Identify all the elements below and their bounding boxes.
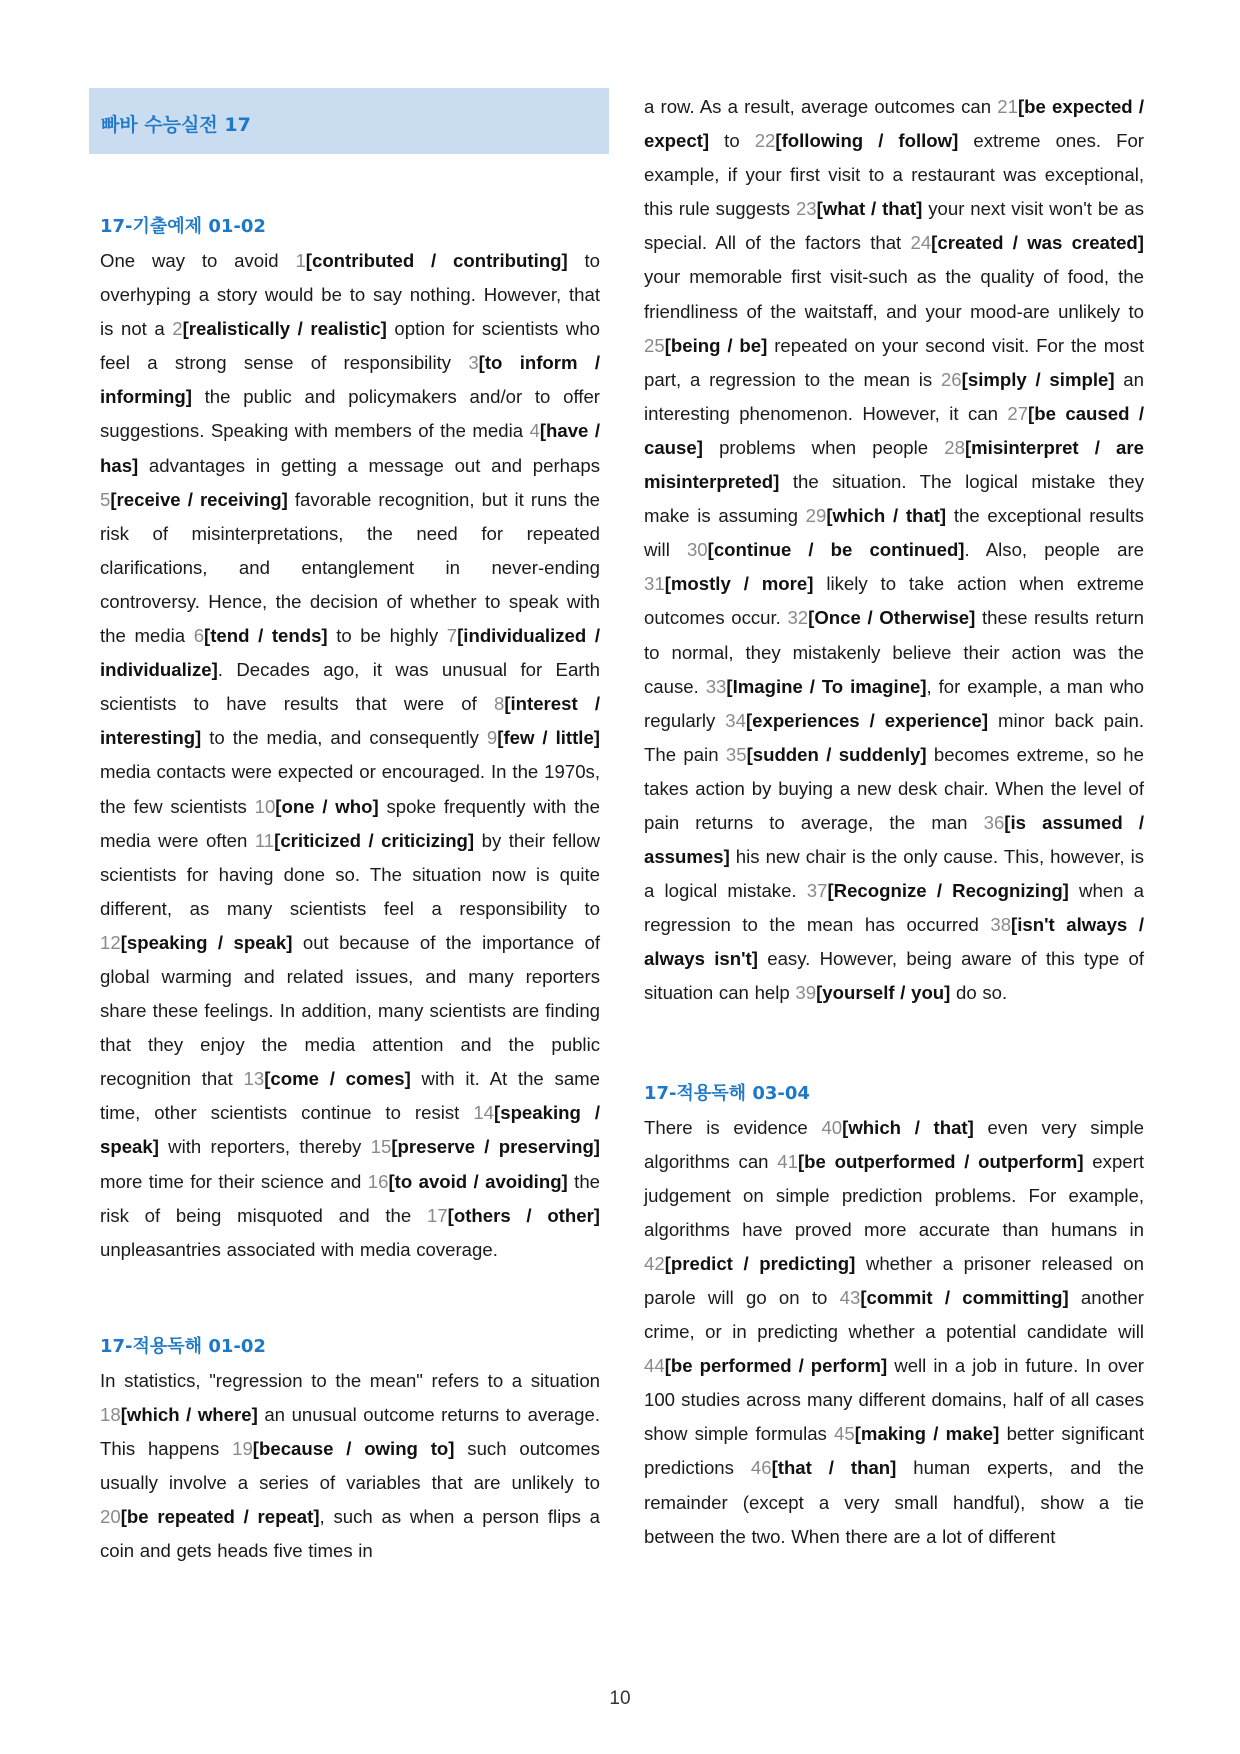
answer-choice: [contributed / contributing] [305, 250, 568, 271]
passage-run: problems when people [702, 436, 945, 458]
blank-number: 43 [839, 1287, 861, 1308]
answer-choice: [being / be] [664, 334, 768, 356]
passage-run: . Also, people are [964, 539, 1145, 561]
blank-number: 5 [100, 488, 111, 510]
blank-number: 12 [100, 931, 121, 953]
blank-number: 37 [806, 880, 828, 902]
blank-number: 1 [295, 250, 306, 271]
answer-choice: [few / little] [497, 727, 600, 749]
answer-choice: [be performed / perform] [664, 1355, 888, 1377]
blank-number: 46 [750, 1457, 772, 1479]
blank-number: 36 [983, 811, 1005, 833]
blank-number: 21 [997, 96, 1018, 117]
passage-run: , such as when a person flips a coin and gets heads five times in [100, 1506, 601, 1562]
passage-run: the risk of being misquoted and the [100, 1170, 601, 1226]
blank-number: 4 [529, 420, 540, 442]
passage-run: option for scientists who feel a strong sense of responsibility [100, 318, 600, 374]
blank-number: 38 [990, 914, 1012, 936]
blank-number: 18 [100, 1403, 121, 1425]
blank-number: 31 [644, 573, 665, 595]
blank-number: 20 [100, 1506, 121, 1528]
blank-number: 39 [795, 982, 817, 1004]
passage-run: to the media, and consequently [201, 727, 487, 749]
passage-run: such outcomes usually involve a series of variables that are unlikely to [100, 1438, 600, 1494]
passage-run: There is evidence [644, 1116, 822, 1138]
passage-run: to be highly [327, 625, 447, 647]
answer-choice: [which / that] [842, 1116, 974, 1138]
passage-run: In statistics, "regression to the mean" refers to a situation [100, 1369, 600, 1391]
blank-number: 9 [486, 727, 498, 749]
blank-number: 30 [686, 539, 708, 561]
answer-choice: [Recognize / Recognizing] [827, 880, 1069, 902]
answer-choice: [simply / simple] [961, 368, 1115, 390]
passage-run: whether a prisoner released on parole will go on to [644, 1252, 1144, 1308]
passage-run: likely to take action when extreme outcomes occur. [644, 573, 1144, 629]
passage-run: when a regression to the mean has occurred [644, 880, 1144, 936]
answer-choice: [have / has] [100, 420, 600, 476]
answer-choice: [come / comes] [264, 1068, 411, 1090]
passage-run: your memorable first visit-such as the quality of food, the friendliness of the waitstaff, and your mood-are unlikely to [644, 266, 1144, 322]
answer-choice: [criticized / criticizing] [274, 829, 475, 851]
blank-number: 10 [254, 795, 276, 817]
blank-number: 15 [370, 1136, 392, 1158]
passage-run: your next visit won't be as special. All of the factors that [644, 198, 1145, 254]
passage-run: with reporters, thereby [158, 1136, 371, 1158]
answer-choice: [because / owing to] [252, 1438, 455, 1459]
blank-number: 16 [367, 1170, 389, 1192]
passage-run: out because of the importance of global warming and related issues, and many reporters share these feelings. In addition, many scientists are finding that they enjoy the media attention and the public recognition that [100, 931, 600, 1090]
answer-choice: [which / where] [120, 1403, 258, 1425]
passage-run: to overhyping a story would be to say nothing. However, that is not a [100, 250, 600, 340]
answer-choice: [to avoid / avoiding] [388, 1170, 568, 1192]
passage-run: more time for their science and [100, 1170, 368, 1192]
passage-run: . Decades ago, it was unusual for Earth scientists to have results that were of [100, 659, 600, 715]
passage-text [644, 1111, 1144, 1554]
header-banner [89, 88, 609, 154]
answer-choice: [isn't always / always isn't] [644, 914, 1144, 970]
passage-run: to [709, 130, 755, 152]
blank-number: 23 [795, 198, 817, 220]
answer-choice: [commit / committing] [860, 1287, 1069, 1308]
blank-number: 6 [193, 625, 205, 647]
passage-run: unpleasantries associated with media coverage. [100, 1238, 498, 1260]
answer-choice: [to inform / informing] [100, 352, 600, 408]
blank-number: 41 [777, 1150, 798, 1172]
answer-choice: [misinterpret / are misinterpreted] [644, 436, 1144, 493]
blank-number: 3 [468, 352, 479, 374]
answer-choice: [sudden / suddenly] [746, 743, 927, 765]
answer-choice: [created / was created] [931, 232, 1144, 254]
passage-run: an unusual outcome returns to average. This happens [100, 1403, 600, 1459]
blank-number: 8 [493, 693, 505, 715]
answer-choice: [continue / be continued] [707, 539, 965, 561]
blank-number: 11 [254, 829, 275, 851]
answer-choice: [be expected / expect] [644, 96, 1144, 152]
answer-choice: [which / that] [826, 505, 947, 527]
blank-number: 26 [940, 368, 962, 390]
answer-choice: [preserve / preserving] [391, 1136, 600, 1158]
passage-run: spoke frequently with the media were often [100, 795, 600, 851]
blank-number: 7 [446, 625, 458, 647]
answer-choice: [following / follow] [775, 130, 959, 152]
answer-choice: [receive / receiving] [110, 488, 288, 510]
blank-number: 27 [1007, 402, 1029, 424]
passage-run: human experts, and the remainder (except a very small handful), show a tie between the two. When there are a lot of different [644, 1457, 1144, 1547]
passage-run: his new chair is the only cause. This, however, is a logical mistake. [644, 846, 1144, 902]
passage-text [644, 90, 1144, 1011]
blank-number: 24 [910, 232, 932, 254]
answer-choice: [Once / Otherwise] [808, 607, 976, 629]
right-column [644, 90, 1144, 1554]
answer-choice: [one / who] [275, 795, 379, 817]
passage-run: well in a job in future. In over 100 studies across many different domains, half of all cases show simple formulas [644, 1355, 1144, 1445]
blank-number: 44 [644, 1355, 665, 1377]
passage-run: One way to avoid [100, 250, 296, 271]
answer-choice: [yourself / you] [816, 982, 951, 1004]
passage-run: easy. However, being aware of this type of situation can help [644, 948, 1144, 1004]
answer-choice: [interest / interesting] [100, 693, 600, 749]
passage-text [100, 244, 600, 1267]
answer-choice: [others / other] [447, 1204, 600, 1226]
blank-number: 14 [473, 1102, 495, 1124]
answer-choice: [individualized / individualize] [100, 625, 600, 681]
passage-run: another crime, or in predicting whether a potential candidate will [644, 1287, 1144, 1343]
page-title: 빠바 수능실전 17 [101, 114, 251, 136]
blank-number: 13 [243, 1068, 265, 1090]
blank-number: 35 [725, 743, 747, 765]
passage-run: becomes extreme, so he takes action by buying a new desk chair. When the level of pain returns to average, the man [644, 743, 1144, 833]
answer-choice: [what / that] [816, 198, 923, 220]
passage-run: these results return to normal, they mistakenly believe their action was the cause. [644, 607, 1144, 697]
blank-number: 42 [644, 1252, 665, 1274]
answer-choice: [that / than] [771, 1457, 897, 1479]
blank-number: 34 [725, 709, 746, 731]
answer-choice: [be repeated / repeat] [120, 1506, 320, 1528]
passage-run: advantages in getting a message out and perhaps [138, 454, 600, 476]
answer-choice: [speaking / speak] [120, 931, 293, 953]
answer-choice: [tend / tends] [204, 625, 328, 647]
answer-choice: [experiences / experience] [745, 709, 989, 731]
blank-number: 29 [805, 505, 827, 527]
blank-number: 17 [426, 1204, 448, 1226]
blank-number: 28 [944, 436, 965, 458]
passage-run: the public and policymakers and/or to offer suggestions. Speaking with members of the media [100, 386, 600, 442]
blank-number: 32 [787, 607, 809, 629]
passage-run: the exceptional results will [644, 505, 1144, 561]
answer-choice: [be outperformed / outperform] [797, 1150, 1084, 1172]
passage-run: favorable recognition, but it runs the risk of misinterpretations, the need for repeated clarifications, and entanglement in never-ending controversy. Hence, the decision of whether to speak with the media [100, 488, 601, 647]
passage-run: , for example, a man who regularly [644, 675, 1144, 731]
blank-number: 40 [821, 1116, 843, 1138]
page-number: 10 [609, 1688, 631, 1709]
passage-run: a row. As a result, average outcomes can [644, 96, 998, 117]
blank-number: 45 [834, 1423, 855, 1445]
answer-choice: [be caused / cause] [644, 402, 1145, 458]
answer-choice: [mostly / more] [664, 573, 814, 595]
passage-run: better significant predictions [644, 1423, 1144, 1479]
blank-number: 2 [172, 318, 183, 340]
passage-run: minor back pain. The pain [644, 709, 1144, 765]
passage-run: even very simple algorithms can [644, 1116, 1144, 1172]
answer-choice: [Imagine / To imagine] [726, 675, 927, 697]
section-heading: 17-기출예제 01-02 [100, 216, 266, 237]
passage-run: an interesting phenomenon. However, it can [644, 368, 1144, 424]
section-heading: 17-적용독해 01-02 [100, 1335, 266, 1357]
section-heading: 17-적용독해 03-04 [644, 1082, 810, 1104]
passage-run: expert judgement on simple prediction problems. For example, algorithms have proved more accurate than humans in [644, 1150, 1144, 1240]
blank-number: 19 [232, 1438, 253, 1459]
answer-choice: [speaking / speak] [100, 1102, 600, 1158]
left-column [100, 214, 600, 1568]
passage-run: media contacts were expected or encouraged. In the 1970s, the few scientists [100, 761, 600, 817]
passage-run: the situation. The logical mistake they make is assuming [644, 471, 1144, 527]
passage-run: extreme ones. For example, if your first visit to a restaurant was exceptional, this rule suggests [644, 130, 1144, 220]
passage-run: with it. At the same time, other scientists continue to resist [100, 1068, 600, 1124]
blank-number: 22 [754, 130, 776, 152]
passage-text [100, 1364, 600, 1569]
answer-choice: [realistically / realistic] [182, 318, 387, 340]
blank-number: 33 [705, 675, 727, 697]
answer-choice: [making / make] [854, 1423, 1000, 1445]
answer-choice: [is assumed / assumes] [644, 811, 1145, 868]
passage-run: repeated on your second visit. For the most part, a regression to the mean is [644, 334, 1144, 390]
passage-run: do so. [950, 982, 1008, 1004]
passage-run: by their fellow scientists for having done so. The situation now is quite different, as many scientists feel a responsibility to [100, 829, 600, 919]
answer-choice: [predict / predicting] [664, 1252, 856, 1274]
blank-number: 25 [644, 334, 665, 356]
